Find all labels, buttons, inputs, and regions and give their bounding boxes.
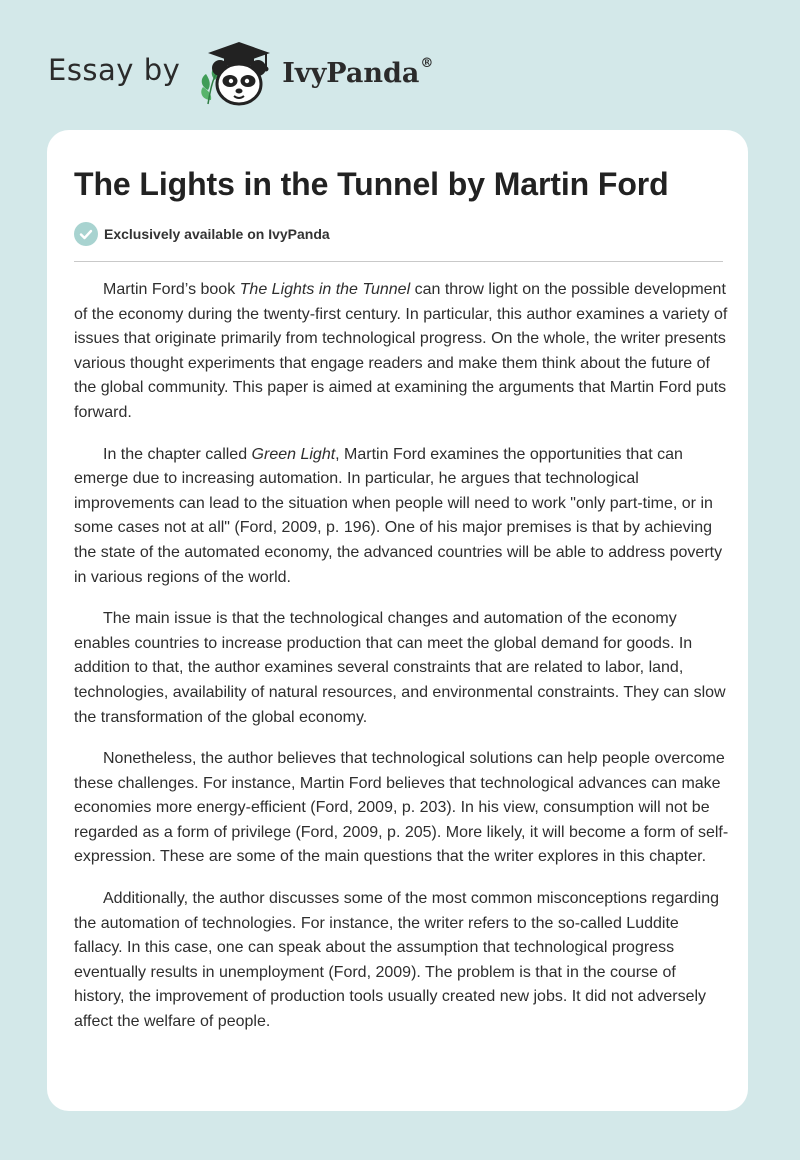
paragraph: The main issue is that the technological changes and automation of the economy enables countries to increase production that can meet the global demand for goods. In addition to that, the author examines several constraints that are related to labor, land, technologies, availability of natural resources, and environmental constraints. They can slow the transformation of the global economy. [74, 610, 726, 726]
site-header [48, 34, 433, 110]
exclusive-badge [74, 222, 330, 246]
book-title: The Lights in the Tunnel [239, 281, 411, 298]
paragraph: Nonetheless, the author believes that technological solutions can help people overcome these challenges. For instance, Martin Ford believes that technological advances can make economies more energy-efficient (Ford, 2009, p. 203). In his view, consumption will not be regarded as a form of privilege (Ford, 2009, p. 205). More likely, it will become a form of self-expression. These are some of the main questions that the writer explores in this chapter. [74, 750, 729, 866]
paragraph: Martin Ford’s book The Lights in the Tunnel can throw light on the possible development of the economy during the twenty-first century. In particular, this author examines a variety of issues that originate primarily from technological progress. On the whole, the writer presents various thought experiments that engage readers and make them think about the future of the global community. This paper is aimed at examining the arguments that Martin Ford puts forward. [74, 281, 728, 421]
brand-name[interactable]: IvyPanda® [282, 55, 434, 89]
essay-card [47, 130, 748, 1111]
paragraph: In the chapter called Green Light, Martin Ford examines the opportunities that can emerge due to increasing automation. In particular, he argues that technological improvements can lead to the situation when people will need to work "only part-time, or in some cases not at all" (Ford, 2009, p. 196). One of his major premises is that by achieving the state of the automated economy, the advanced countries will be able to address poverty in various regions of the world. [74, 445, 723, 586]
essay-by-label: Essay by [48, 53, 181, 87]
divider [74, 261, 723, 262]
panda-graduate-logo-icon[interactable] [194, 34, 278, 110]
chapter-title: Green Light [251, 445, 336, 463]
paragraph: Additionally, the author discusses some of the most common misconceptions regarding the automation of technologies. For instance, the writer refers to the so-called Luddite fallacy. In this case, one can speak about the assumption that technological progress eventually results in unemployment (Ford, 2009). The problem is that in the course of history, the improvement of production tools usually created new jobs. It did not adversely affect the welfare of people. [74, 890, 720, 1031]
check-circle-icon [74, 222, 98, 246]
exclusive-badge-label: Exclusively available on IvyPanda [104, 226, 330, 242]
essay-body [74, 278, 729, 1052]
page-title: The Lights in the Tunnel by Martin Ford [74, 166, 669, 202]
registered-mark: ® [420, 55, 434, 71]
